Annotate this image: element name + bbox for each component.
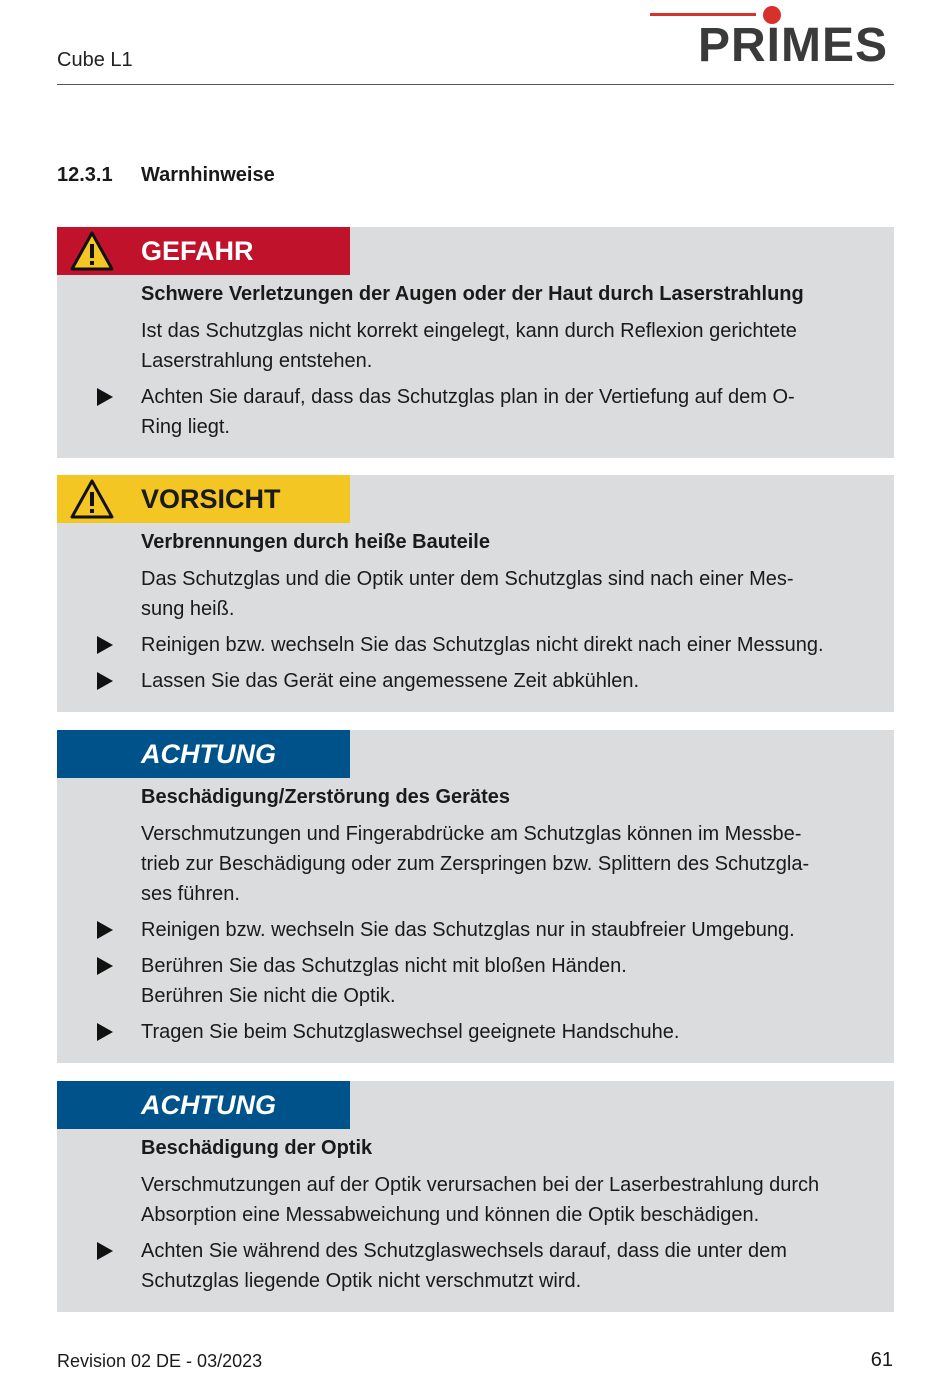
- notice-subtitle: Beschädigung/Zerstörung des Gerätes: [141, 786, 510, 808]
- bullet-item: [141, 1017, 878, 1047]
- paragraph-line: Verschmutzungen und Fingerabdrücke am Schutzglas können im Messbe-: [141, 823, 802, 845]
- notice-paragraph: [141, 1170, 878, 1230]
- notice-header: [57, 475, 350, 523]
- bullet-item: [141, 382, 878, 442]
- paragraph-line: Ist das Schutzglas nicht korrekt eingelegt, kann durch Reflexion gerichtete: [141, 320, 797, 342]
- logo-text: PRIMES: [698, 19, 889, 72]
- notice-label: GEFAHR: [141, 236, 254, 266]
- arrow-bullet-icon: [97, 672, 113, 690]
- notice-subtitle: Schwere Verletzungen der Augen oder der Haut durch Laserstrahlung: [141, 283, 804, 305]
- paragraph-line: sung heiß.: [141, 598, 235, 620]
- header-divider: [57, 84, 894, 85]
- page-number: 61: [870, 1349, 893, 1371]
- bullet-item: [141, 630, 878, 660]
- revision-info: Revision 02 DE - 03/2023: [57, 1351, 263, 1371]
- paragraph-line: Absorption eine Messabweichung und können die Optik beschädigen.: [141, 1204, 760, 1226]
- notice-header: [57, 1081, 350, 1129]
- bullet-item: [141, 666, 878, 696]
- bullet-line: Achten Sie darauf, dass das Schutzglas plan in der Vertiefung auf dem O-: [141, 386, 795, 408]
- notice-attention: [57, 1081, 894, 1312]
- notice-label: ACHTUNG: [141, 1090, 276, 1120]
- logo-line: [650, 13, 756, 16]
- notice-attention: [57, 730, 894, 1063]
- bullet-line: Berühren Sie das Schutzglas nicht mit bloßen Händen.: [141, 955, 627, 977]
- bullet-line: Reinigen bzw. wechseln Sie das Schutzglas nur in staubfreier Umgebung.: [141, 919, 795, 941]
- notice-danger: [57, 227, 894, 458]
- bullet-item: [141, 1236, 878, 1296]
- arrow-bullet-icon: [97, 957, 113, 975]
- paragraph-line: Das Schutzglas und die Optik unter dem Schutzglas sind nach einer Mes-: [141, 568, 794, 590]
- bullet-line: Reinigen bzw. wechseln Sie das Schutzglas nicht direkt nach einer Messung.: [141, 634, 824, 656]
- warning-triangle-icon: [69, 230, 115, 272]
- notice-label: VORSICHT: [141, 484, 281, 514]
- bullet-line: Schutzglas liegende Optik nicht verschmutzt wird.: [141, 1270, 582, 1292]
- arrow-bullet-icon: [97, 388, 113, 406]
- warning-triangle-icon: [69, 478, 115, 520]
- bullet-line: Achten Sie während des Schutzglaswechsels darauf, dass die unter dem: [141, 1240, 787, 1262]
- notice-caution: [57, 475, 894, 712]
- notice-body: [57, 523, 894, 712]
- notice-label: ACHTUNG: [141, 739, 276, 769]
- notice-paragraph: [141, 819, 878, 909]
- bullet-item: [141, 951, 878, 1011]
- notice-paragraph: [141, 316, 878, 376]
- paragraph-line: trieb zur Beschädigung oder zum Zerspringen bzw. Splittern des Schutzgla-: [141, 853, 810, 875]
- arrow-bullet-icon: [97, 921, 113, 939]
- notice-paragraph: [141, 564, 878, 624]
- document-title: Cube L1: [57, 49, 133, 71]
- notice-body: [57, 275, 894, 458]
- bullet-line: Berühren Sie nicht die Optik.: [141, 985, 396, 1007]
- notice-header: [57, 730, 350, 778]
- section-heading: [57, 164, 275, 187]
- notice-header: [57, 227, 350, 275]
- paragraph-line: ses führen.: [141, 883, 240, 905]
- notice-subtitle: Verbrennungen durch heiße Bauteile: [141, 531, 490, 553]
- arrow-bullet-icon: [97, 1023, 113, 1041]
- primes-logo: [650, 6, 895, 72]
- paragraph-line: Laserstrahlung entstehen.: [141, 350, 373, 372]
- notice-body: [57, 778, 894, 1063]
- notice-subtitle: Beschädigung der Optik: [141, 1137, 373, 1159]
- arrow-bullet-icon: [97, 1242, 113, 1260]
- section-number: 12.3.1: [57, 164, 113, 186]
- notice-body: [57, 1129, 894, 1312]
- bullet-item: [141, 915, 878, 945]
- bullet-line: Ring liegt.: [141, 416, 230, 438]
- bullet-line: Lassen Sie das Gerät eine angemessene Zeit abkühlen.: [141, 670, 640, 692]
- section-title: Warnhinweise: [141, 164, 275, 186]
- bullet-line: Tragen Sie beim Schutzglaswechsel geeignete Handschuhe.: [141, 1021, 680, 1043]
- paragraph-line: Verschmutzungen auf der Optik verursachen bei der Laserbestrahlung durch: [141, 1174, 820, 1196]
- arrow-bullet-icon: [97, 636, 113, 654]
